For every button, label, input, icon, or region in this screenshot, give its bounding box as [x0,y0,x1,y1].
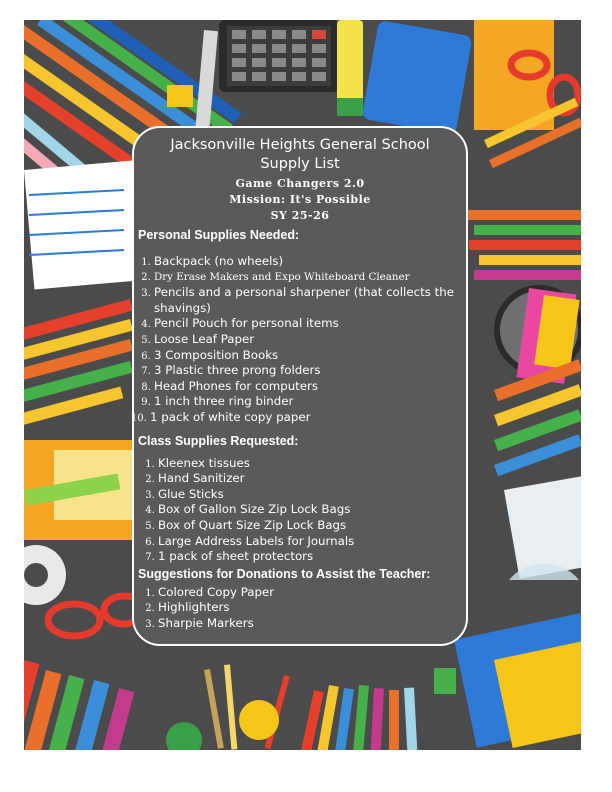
list-item: 8. Head Phones for computers [154,379,466,395]
class-supplies-heading: Class Supplies Requested: [138,433,299,448]
glue-stick [337,20,363,110]
list-item: 5. Box of Quart Size Zip Lock Bags [158,518,466,534]
list-item: 10. 1 pack of white copy paper [150,410,466,426]
personal-supplies-list [134,254,466,426]
scissors-bottom-left [48,596,144,636]
markers-left [24,299,133,427]
list-item: 1. Kleenex tissues [158,456,466,472]
list-item: 2. Hand Sanitizer [158,471,466,487]
list-item: 1. Colored Copy Paper [158,585,466,601]
calculator [219,20,339,92]
pencil-sharpener [434,668,456,694]
list-item: 4. Pencil Pouch for personal items [154,316,466,332]
list-item: 1. Backpack (no wheels) [154,254,466,270]
list-title: Supply List [260,156,340,172]
personal-supplies-heading: Personal Supplies Needed: [138,228,300,242]
graph-paper [504,476,581,579]
list-item: 6. 3 Composition Books [154,348,466,364]
markers-right [494,359,581,476]
list-item: 3. Glue Sticks [158,487,466,503]
school-year: SY 25-26 [270,209,330,222]
blue-pencil-case [362,20,473,135]
donations-heading: Suggestions for Donations to Assist the Teacher: [138,566,431,581]
mission-line: Mission: It's Possible [229,193,371,206]
list-item: 3. Sharpie Markers [158,616,466,632]
theme-line: Game Changers 2.0 [235,177,365,190]
list-item: 5. Loose Leaf Paper [154,332,466,348]
list-item: 7. 3 Plastic three prong folders [154,363,466,379]
top-sharpener [167,85,193,107]
supply-list-panel [132,126,468,646]
donations-list [134,585,466,632]
paint-cup [239,700,279,740]
list-item: 7. 1 pack of sheet protectors [158,549,466,565]
list-item: 3. Pencils and a personal sharpener (that collects the shavings) [154,285,466,316]
list-item: 9. 1 inch three ring binder [154,394,466,410]
colored-pencils-bottom [299,685,417,750]
spiral-notebook [24,160,144,289]
class-supplies-list [134,456,466,565]
markers-bottom-left [24,660,134,750]
school-name: Jacksonville Heights General School [170,137,430,153]
list-item: 2. Dry Erase Makers and Expo Whiteboard Cleaner [154,270,466,286]
list-item: 6. Large Address Labels for Journals [158,534,466,550]
list-item: 2. Highlighters [158,600,466,616]
list-item: 4. Box of Gallon Size Zip Lock Bags [158,502,466,518]
